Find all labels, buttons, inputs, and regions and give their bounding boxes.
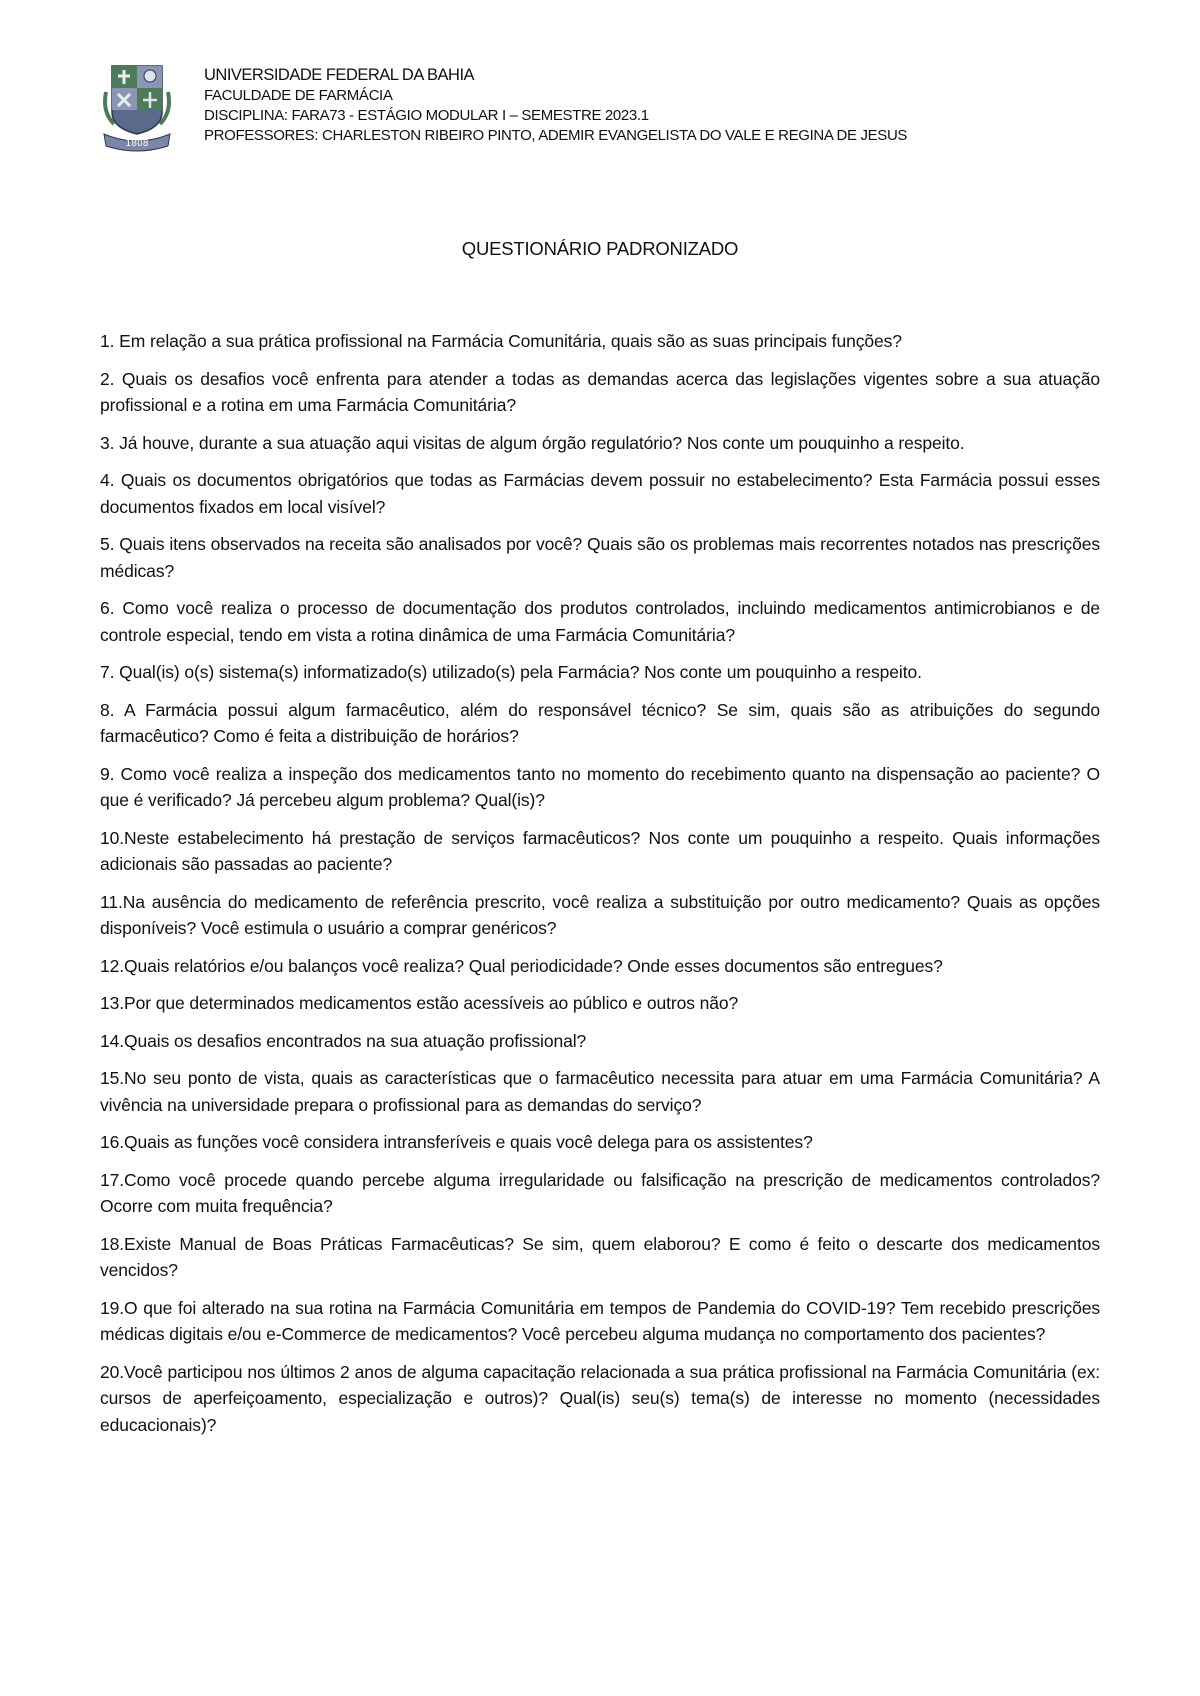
question-item: 10.Neste estabelecimento há prestação de serviços farmacêuticos? Nos conte um pouquinho a respeito. Quais informações adicionais são passadas ao paciente? — [100, 827, 1100, 874]
university-crest-logo — [100, 62, 174, 154]
svg-text:1808: 1808 — [125, 139, 149, 149]
question-item: 3. Já houve, durante a sua atuação aqui visitas de algum órgão regulatório? Nos conte um pouquinho a respeito. — [100, 432, 965, 453]
question-item: 20.Você participou nos últimos 2 anos de alguma capacitação relacionada a sua prática profissional na Farmácia Comunitária (ex: cursos de aperfeiçoamento, especialização e outros)? Qual(is) seu(s) tema(s) de interesse no momento (necessidades educacionais)? — [100, 1361, 1100, 1435]
professors-line: PROFESSORES: CHARLESTON RIBEIRO PINTO, ADEMIR EVANGELISTA DO VALE E REGINA DE JESUS — [204, 127, 908, 144]
university-name: UNIVERSIDADE FEDERAL DA BAHIA — [204, 66, 475, 84]
question-item: 8. A Farmácia possui algum farmacêutico, além do responsável técnico? Se sim, quais são as atribuições do segundo farmacêutico? Como é feita a distribuição de horários? — [100, 699, 1100, 746]
question-item: 17.Como você procede quando percebe alguma irregularidade ou falsificação na prescrição de medicamentos controlados? Ocorre com muita frequência? — [100, 1169, 1100, 1216]
question-item: 6. Como você realiza o processo de documentação dos produtos controlados, incluindo medicamentos antimicrobianos e de controle especial, tendo em vista a rotina dinâmica de uma Farmácia Comunitária? — [100, 598, 1100, 645]
question-item: 4. Quais os documentos obrigatórios que todas as Farmácias devem possuir no estabelecimento? Esta Farmácia possui esses documentos fixados em local visível? — [100, 470, 1100, 517]
question-item: 11.Na ausência do medicamento de referência prescrito, você realiza a substituição por outro medicamento? Quais as opções disponíveis? Você estimula o usuário a comprar genéricos? — [100, 891, 1100, 938]
question-item: 5. Quais itens observados na receita são analisados por você? Quais são os problemas mais recorrentes notados nas prescrições médicas? — [100, 534, 1100, 581]
question-item: 14.Quais os desafios encontrados na sua atuação profissional? — [100, 1030, 587, 1051]
question-item: 1. Em relação a sua prática profissional na Farmácia Comunitária, quais são as suas principais funções? — [100, 331, 902, 351]
document-title: QUESTIONÁRIO PADRONIZADO — [461, 238, 739, 259]
faculty-name: FACULDADE DE FARMÁCIA — [204, 87, 393, 104]
questions-list — [100, 328, 1100, 1449]
discipline-line: DISCIPLINA: FARA73 - ESTÁGIO MODULAR I – SEMESTRE 2023.1 — [204, 107, 649, 124]
question-item: 18.Existe Manual de Boas Práticas Farmacêuticas? Se sim, quem elaborou? E como é feito o descarte dos medicamentos vencidos? — [100, 1233, 1100, 1280]
question-item: 12.Quais relatórios e/ou balanços você realiza? Qual periodicidade? Onde esses documentos são entregues? — [100, 955, 943, 976]
institution-info — [204, 64, 907, 146]
document-header — [100, 62, 1100, 162]
question-item: 13.Por que determinados medicamentos estão acessíveis ao público e outros não? — [100, 993, 739, 1013]
question-item: 7. Qual(is) o(s) sistema(s) informatizado(s) utilizado(s) pela Farmácia? Nos conte um pouquinho a respeito. — [100, 662, 922, 682]
question-item: 15.No seu ponto de vista, quais as características que o farmacêutico necessita para atuar em uma Farmácia Comunitária? A vivência na universidade prepara o profissional para as demandas do serviço? — [100, 1068, 1100, 1115]
question-item: 9. Como você realiza a inspeção dos medicamentos tanto no momento do recebimento quanto na dispensação ao paciente? O que é verificado? Já percebeu algum problema? Qual(is)? — [100, 763, 1100, 810]
question-item: 16.Quais as funções você considera intransferíveis e quais você delega para os assistentes? — [100, 1132, 813, 1152]
question-item: 2. Quais os desafios você enfrenta para atender a todas as demandas acerca das legislações vigentes sobre a sua atuação profissional e a rotina em uma Farmácia Comunitária? — [100, 368, 1100, 415]
question-item: 19.O que foi alterado na sua rotina na Farmácia Comunitária em tempos de Pandemia do COVID-19? Tem recebido prescrições médicas digitais e/ou e-Commerce de medicamentos? Você percebeu alguma mudança no comportamento dos pacientes? — [100, 1297, 1100, 1344]
